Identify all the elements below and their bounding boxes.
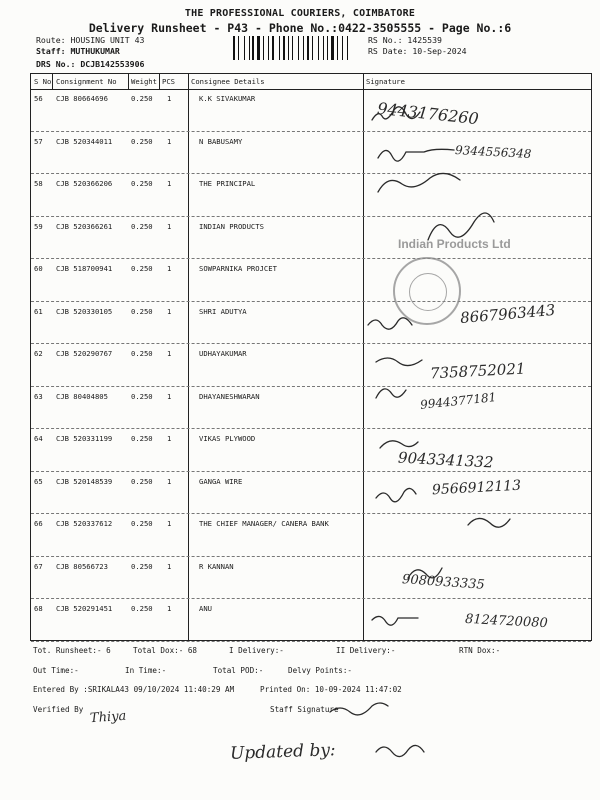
consignment-number: CJB 80664696 [56,94,108,103]
verified-signature: Thiya [89,708,127,727]
weight-value: 0.250 [131,179,153,188]
consignment-number: CJB 520148539 [56,476,113,486]
pcs-count: 1 [167,349,172,358]
row-sno: 65 [34,476,43,486]
weight-value: 0.250 [131,434,153,443]
consignee-name: GANGA WIRE [199,476,243,486]
row-sno: 59 [34,221,43,231]
consignment-number: CJB 520331199 [56,434,113,443]
verified-by: Verified By [33,705,84,714]
column-header-weight: Weight [131,77,157,86]
pcs-count: 1 [167,476,172,486]
tot-runsheet: Tot. Runsheet:- 6 [33,646,111,655]
weight-value: 0.250 [131,391,153,401]
consignee-name: K.K SIVAKUMAR [199,94,256,103]
pcs-count: 1 [167,94,172,103]
staff-signature: Staff Signature [270,705,339,714]
weight-value: 0.250 [131,221,153,231]
column-header-signature: Signature [366,77,405,86]
row-sno: 56 [34,94,43,103]
column-header-pcs: PCS [162,77,175,86]
staff-label: Staff: MUTHUKUMAR [36,46,120,56]
consignee-name: ANU [199,604,212,613]
consignment-number: CJB 80404805 [56,391,108,401]
weight-value: 0.250 [131,476,153,486]
in-time: In Time:- [125,666,167,675]
consignment-number: CJB 520366261 [56,221,113,231]
column-header-consignment: Consignment No [56,77,117,86]
pcs-count: 1 [167,391,172,401]
row-sno: 60 [34,264,43,273]
route-label: Route: HOUSING UNIT 43 [36,35,145,45]
consignment-number: CJB 520344011 [56,136,113,146]
consignment-number: CJB 520366206 [56,179,113,188]
updated-by-note: Updated by: [229,740,336,764]
column-header-consignee: Consignee Details [191,77,265,86]
weight-value: 0.250 [131,349,153,358]
weight-value: 0.250 [131,94,153,103]
row-sno: 61 [34,306,43,316]
column-header-sno: S No [34,77,52,86]
pcs-count: 1 [167,604,172,613]
consignment-number: CJB 80566723 [56,561,108,571]
signature-row-68: 8124720080 [464,611,549,632]
weight-value: 0.250 [131,136,153,146]
consignee-name: VIKAS PLYWOOD [199,434,256,443]
row-sno: 66 [34,519,43,528]
weight-value: 0.250 [131,561,153,571]
pcs-count: 1 [167,264,172,273]
consignee-name: THE PRINCIPAL [199,179,256,188]
consignee-name: SHRI ADUTYA [199,306,247,316]
signature-row-57: 9344556348 [454,143,532,161]
pcs-count: 1 [167,306,172,316]
drs-number: DRS No.: DCJB142553906 [36,59,145,69]
pcs-count: 1 [167,136,172,146]
consignment-number: CJB 520291451 [56,604,113,613]
signature-row-63: 9944377181 [419,390,497,412]
consignment-number: CJB 520290767 [56,349,113,358]
pcs-count: 1 [167,434,172,443]
weight-value: 0.250 [131,604,153,613]
row-sno: 67 [34,561,43,571]
row-sno: 68 [34,604,43,613]
weight-value: 0.250 [131,264,153,273]
out-time: Out Time:- [33,666,79,675]
entered-by: Entered By :SRIKALA43 09/10/2024 11:40:29 AM [33,685,235,694]
runsheet-title: Delivery Runsheet - P43 - Phone No.:0422-3505555 - Page No.:6 [88,21,512,35]
consignment-number: CJB 518700941 [56,264,113,273]
signature-row-61: 8667963443 [459,300,557,328]
i-delivery: I Delivery:- [229,646,284,655]
consignee-name: SOWPARNIKA PROJCET [199,264,277,273]
consignee-name: UDHAYAKUMAR [199,349,247,358]
pcs-count: 1 [167,519,172,528]
total-dox: Total Dox:- 68 [133,646,198,655]
rs-number: RS No.: 1425539 [368,35,442,45]
row-sno: 58 [34,179,43,188]
signature-row-64: 9043341332 [397,448,494,472]
ii-delivery: II Delivery:- [336,646,396,655]
pcs-count: 1 [167,179,172,188]
company-name: THE PROFESSIONAL COURIERS, COIMBATORE [184,8,416,19]
row-sno: 63 [34,391,43,401]
signature-row-56: 9443176260 [376,98,480,129]
pcs-count: 1 [167,561,172,571]
rs-date: RS Date: 10-Sep-2024 [368,46,467,56]
row-sno: 64 [34,434,43,443]
signature-row-67: 9080933335 [401,572,486,593]
total-pod: Total POD:- [213,666,264,675]
consignee-name: INDIAN PRODUCTS [199,221,264,231]
rtn-dox: RTN Dox:- [459,646,501,655]
signature-row-62: 7358752021 [429,359,526,383]
signature-row-65: 9566912113 [431,477,522,499]
company-stamp-text: Indian Products Ltd [398,237,511,251]
printed-on: Printed On: 10-09-2024 11:47:02 [260,685,402,694]
delvy-points: Delvy Points:- [288,666,353,675]
weight-value: 0.250 [131,519,153,528]
consignee-name: N BABUSAMY [199,136,243,146]
consignee-name: DHAYANESHWARAN [199,391,260,401]
consignment-number: CJB 520330105 [56,306,113,316]
pcs-count: 1 [167,221,172,231]
row-sno: 62 [34,349,43,358]
row-sno: 57 [34,136,43,146]
consignee-name: R KANNAN [199,561,234,571]
consignee-name: THE CHIEF MANAGER/ CANERA BANK [199,519,329,528]
consignment-number: CJB 520337612 [56,519,113,528]
weight-value: 0.250 [131,306,153,316]
